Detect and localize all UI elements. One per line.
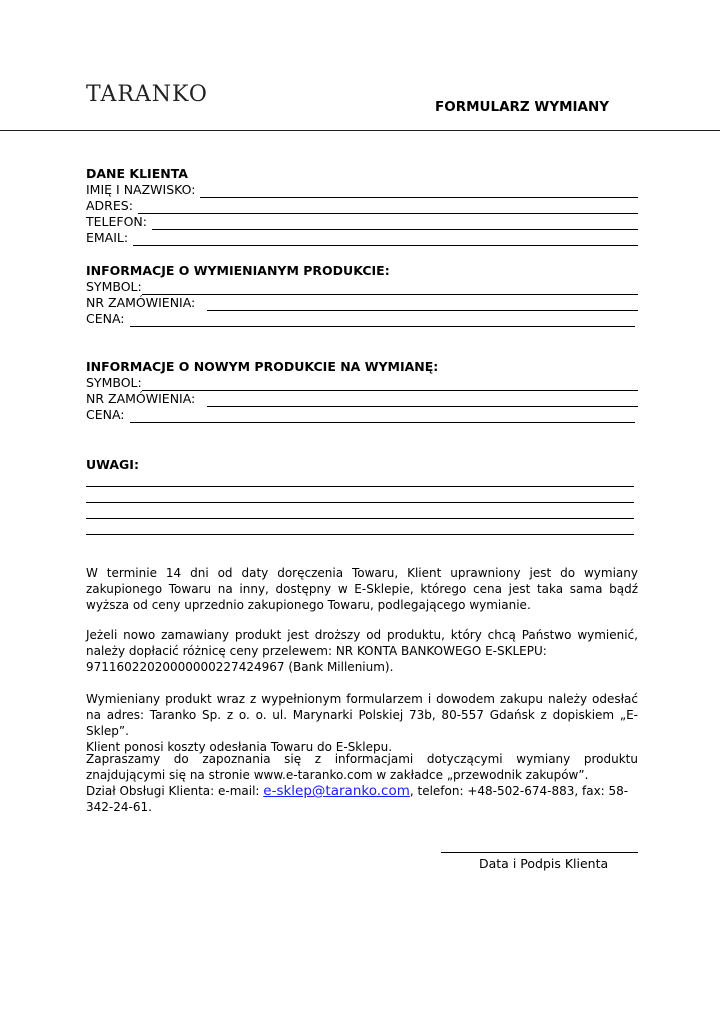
exchanged-product-section [86, 263, 638, 327]
contact-line [86, 783, 638, 815]
info-text: Zapraszamy do zapoznania się z informacjami dotyczącymi wymiany produktu znajdującymi się na stronie www.e-taranko.com w zakładce „przewodnik zakupów”. [86, 752, 638, 782]
old-order-field[interactable] [207, 298, 638, 311]
name-label: IMIĘ I NAZWISKO: [86, 182, 196, 197]
address-label: ADRES: [86, 198, 133, 213]
phone-field[interactable] [152, 217, 638, 230]
new-symbol-row [86, 375, 638, 391]
old-price-row [86, 311, 638, 327]
client-section [86, 166, 638, 246]
new-price-row [86, 407, 638, 423]
notes-line[interactable] [86, 519, 634, 535]
signature-label: Data i Podpis Klienta [479, 856, 609, 871]
email-link[interactable]: e-sklep@taranko.com [263, 783, 410, 799]
old-price-field[interactable] [130, 314, 635, 327]
contact-prefix: Dział Obsługi Klienta: e-mail: [86, 784, 264, 798]
old-symbol-field[interactable] [142, 282, 638, 295]
old-symbol-row [86, 279, 638, 295]
old-price-label: CENA: [86, 311, 125, 326]
phone-row [86, 214, 638, 230]
taranko-logo: TARANKO [86, 82, 208, 107]
address-row [86, 198, 638, 214]
new-price-label: CENA: [86, 407, 125, 422]
contact-suffix: , telefon: +48-502-674-883, fax: 58-342-24-61. [86, 784, 629, 814]
header-divider [0, 130, 720, 131]
new-symbol-label: SYMBOL: [86, 375, 142, 390]
email-label: EMAIL: [86, 230, 129, 245]
page-title: FORMULARZ WYMIANY [435, 99, 610, 115]
info-paragraph-4 [86, 751, 638, 815]
notes-section [86, 457, 638, 535]
info-text: W terminie 14 dni od daty doręczenia Towaru, Klient uprawniony jest do wymiany zakupionego Towaru na inny, dostępny w E-Sklepie, którego cena jest taka sama bądź wyższa od ceny uprzednio zakupionego Towaru, podlegającego wymianie. [86, 566, 638, 612]
new-order-row [86, 391, 638, 407]
info-paragraph-2 [86, 627, 638, 675]
old-symbol-label: SYMBOL: [86, 279, 142, 294]
bank-account: 97116022020000000227424967 (Bank Millenium). [86, 660, 394, 674]
old-order-row [86, 295, 638, 311]
info-paragraph-1 [86, 565, 638, 613]
info-text: Klient ponosi koszty odesłania Towaru do E-Sklepu. [86, 740, 393, 754]
new-order-label: NR ZAMÓWIENIA: [86, 391, 196, 406]
client-heading: DANE KLIENTA [86, 166, 188, 181]
name-field[interactable] [200, 185, 638, 198]
phone-label: TELEFON: [86, 214, 147, 229]
signature-line[interactable] [441, 852, 638, 853]
notes-heading: UWAGI: [86, 457, 139, 472]
notes-line[interactable] [86, 503, 634, 519]
info-text: Jeżeli nowo zamawiany produkt jest droższy od produktu, który chcą Państwo wymienić, należy dopłacić różnicę ceny przelewem: NR KONTA BANKOWEGO E-SKLEPU: [86, 628, 638, 658]
new-symbol-field[interactable] [142, 378, 638, 391]
info-text: Wymieniany produkt wraz z wypełnionym formularzem i dowodem zakupu należy odesłać na adres: Taranko Sp. z o. o. ul. Marynarki Polskiej 73b, 80-557 Gdańsk z dopiskiem „E-Sklep”. [86, 692, 638, 738]
notes-line[interactable] [86, 487, 634, 503]
old-order-label: NR ZAMÓWIENIA: [86, 295, 196, 310]
name-row [86, 182, 638, 198]
new-price-field[interactable] [130, 410, 635, 423]
email-row [86, 230, 638, 246]
email-field[interactable] [133, 233, 638, 246]
notes-line[interactable] [86, 473, 634, 487]
exchanged-product-heading: INFORMACJE O WYMIENIANYM PRODUKCIE: [86, 263, 390, 278]
new-product-section [86, 359, 638, 423]
info-paragraph-3 [86, 691, 638, 755]
new-product-heading: INFORMACJE O NOWYM PRODUKCIE NA WYMIANĘ: [86, 359, 439, 374]
new-order-field[interactable] [207, 394, 638, 407]
address-field[interactable] [138, 201, 638, 214]
